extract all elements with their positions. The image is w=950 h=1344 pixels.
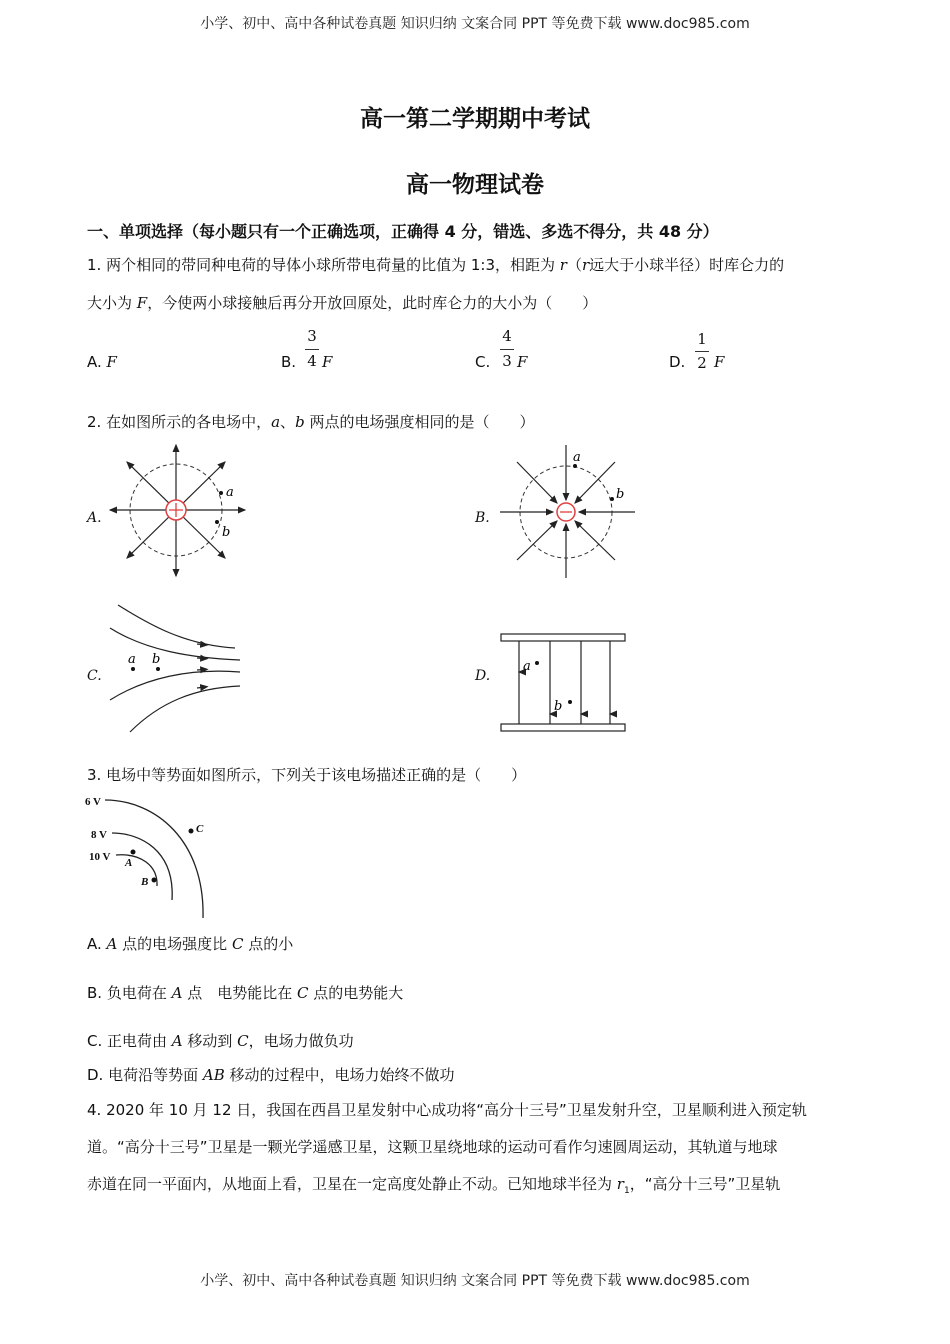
q1-c-var: F	[517, 353, 528, 371]
q2-figure-b	[495, 440, 640, 580]
q1-d-var: F	[714, 353, 725, 371]
q1-d-numerator: 1	[697, 330, 707, 348]
equipotential-8v	[112, 833, 172, 900]
page-header: 小学、初中、高中各种试卷真题 知识归纳 文案合同 PPT 等免费下载 www.doc985.com	[200, 16, 750, 32]
q1-b-fraction-bar	[305, 349, 319, 350]
q1-d-fraction-bar	[695, 351, 709, 352]
q1-b-numerator: 3	[307, 327, 317, 345]
label-10v: 10 V	[89, 851, 111, 863]
q2-label-d: D.	[475, 668, 491, 684]
q2-figure-d	[495, 630, 635, 735]
q3-option-a: A. A 点的电场强度比 C 点的小	[87, 935, 294, 953]
q4-line3: 赤道在同一平面内，从地面上看，卫星在一定高度处静止不动。已知地球半径为 $r_1$，“高分十三号”卫星轨	[87, 1175, 781, 1196]
q2-stem: 2. 在如图所示的各电场中，a、b 两点的电场强度相同的是（ ）	[87, 413, 535, 431]
q1-option-a: A. F	[87, 353, 117, 371]
q2-label-c: C.	[87, 668, 102, 684]
q1-option-b: B.	[281, 353, 297, 371]
q1-b-var: F	[322, 353, 333, 371]
point-b-label: b	[222, 525, 231, 540]
point-b-label: b	[554, 699, 563, 714]
q1-c-denominator: 3	[502, 352, 512, 370]
page-footer: 小学、初中、高中各种试卷真题 知识归纳 文案合同 PPT 等免费下载 www.doc985.com	[200, 1273, 750, 1289]
q1-c-fraction-bar	[500, 349, 514, 350]
equipotential-6v	[105, 800, 203, 918]
q3-option-c: C. 正电荷由 A 移动到 C，电场力做负功	[87, 1032, 354, 1050]
exam-subtitle: 高一物理试卷	[406, 172, 544, 198]
q1-option-c: C.	[475, 353, 491, 371]
q3-option-d: D. 电荷沿等势面 AB 移动的过程中，电场力始终不做功	[87, 1066, 455, 1084]
upper-plate	[501, 634, 625, 641]
q1-c-numerator: 4	[502, 327, 512, 345]
q3-stem: 3. 电场中等势面如图所示，下列关于该电场描述正确的是（ ）	[87, 766, 527, 784]
point-a-label: a	[128, 652, 136, 667]
point-b-label: b	[616, 487, 625, 502]
point-c-label: C	[196, 823, 204, 835]
exam-title: 高一第二学期期中考试	[360, 106, 590, 132]
label-6v: 6 V	[85, 796, 101, 808]
q1-d-denominator: 2	[697, 354, 707, 372]
q1-option-d: D.	[669, 353, 686, 371]
q1-b-denominator: 4	[307, 352, 317, 370]
q2-label-b: B.	[475, 510, 490, 526]
q2-figure-a	[105, 440, 250, 580]
q2-label-a: A.	[87, 510, 102, 526]
q1-line2: 大小为 F，今使两小球接触后再分开放回原处，此时库仑力的大小为（ ）	[87, 294, 598, 312]
point-b-label: B	[141, 876, 149, 888]
point-a-label: A	[125, 857, 133, 869]
label-8v: 8 V	[91, 829, 107, 841]
equipotential-10v	[116, 855, 157, 886]
q4-line1: 4. 2020 年 10 月 12 日，我国在西昌卫星发射中心成功将“高分十三号”卫星发射升空，卫星顺利进入预定轨	[87, 1101, 807, 1119]
point-a-label: a	[573, 450, 581, 465]
q3-option-b: B. 负电荷在 A 点 电势能比在 C 点的电势能大	[87, 984, 404, 1002]
section-heading: 一、单项选择（每小题只有一个正确选项，正确得 4 分，错选、多选不得分，共 48 分）	[87, 222, 719, 241]
q4-line2: 道。“高分十三号”卫星是一颗光学遥感卫星，这颗卫星绕地球的运动可看作匀速圆周运动，其轨道与地球	[87, 1138, 778, 1156]
q1-line1: 1. 两个相同的带同种电荷的导体小球所带电荷量的比值为 1:3，相距为 r（r远大于小球半径）时库仑力的	[87, 256, 785, 274]
point-a-label: a	[523, 659, 531, 674]
lower-plate	[501, 724, 625, 731]
q3-figure	[85, 790, 225, 925]
point-b-label: b	[152, 652, 161, 667]
point-a-label: a	[226, 485, 234, 500]
q2-figure-c	[105, 600, 250, 740]
